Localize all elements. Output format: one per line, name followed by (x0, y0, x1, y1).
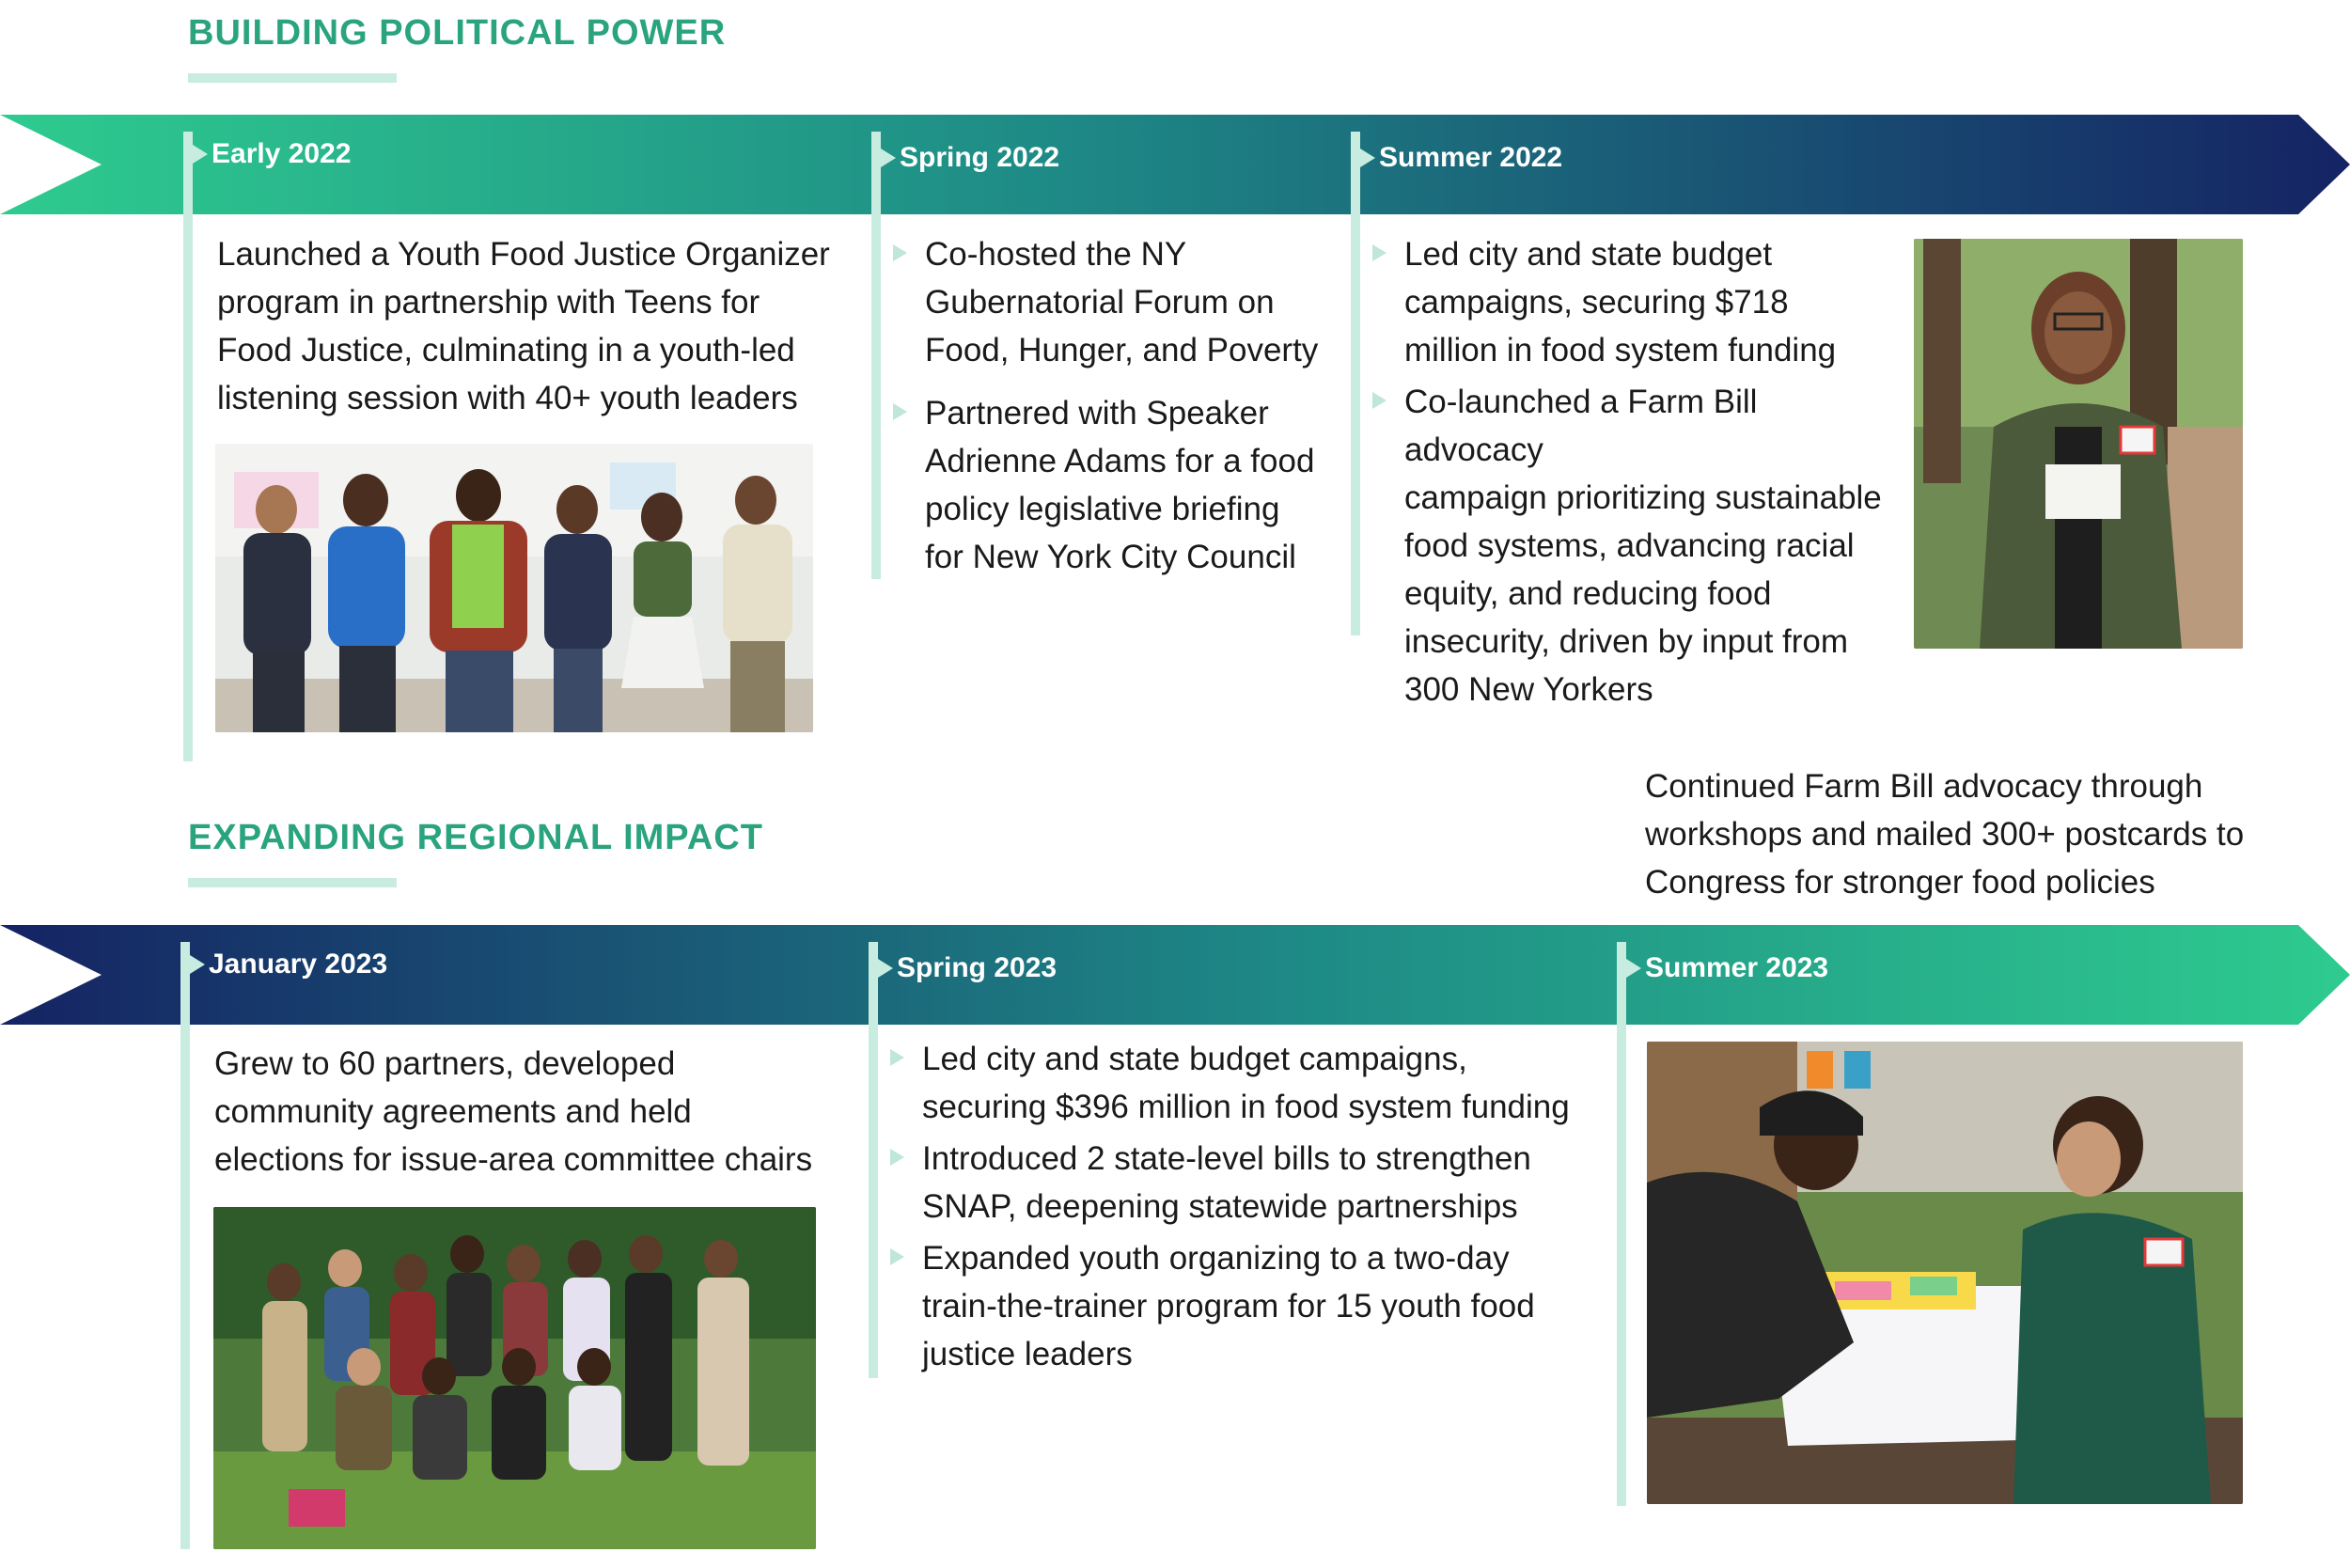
chevron-right-icon (193, 145, 208, 164)
timeline-tick-summer-2022 (1351, 132, 1360, 635)
section-title-underline (188, 878, 397, 887)
period-label-january-2023: January 2023 (190, 949, 387, 980)
timeline-tick-spring-2023 (869, 942, 878, 1378)
bullet-triangle-icon (893, 244, 907, 261)
list-item: Introduced 2 state-level bills to strengthen SNAP, deepening statewide partnerships (890, 1135, 1605, 1231)
list-item: Led city and state budget campaigns, securing $396 million in food system funding (890, 1035, 1605, 1131)
section-title-underline (188, 73, 397, 83)
list-item: Led city and state budget campaigns, securing $718 million in food system funding (1372, 230, 1899, 374)
section-title-building-political-power: BUILDING POLITICAL POWER (188, 13, 727, 53)
period-label-spring-2023: Spring 2023 (878, 952, 1057, 984)
youth-organizers-group-photo (215, 444, 813, 732)
spring-2022-bullets (893, 230, 1344, 596)
bullet-triangle-icon (893, 403, 907, 420)
bullet-triangle-icon (1372, 392, 1386, 409)
chevron-right-icon (1626, 959, 1641, 978)
summer-2022-bullets (1372, 230, 1899, 729)
advocate-holding-postcard-photo (1914, 239, 2243, 649)
chevron-right-icon (190, 955, 205, 974)
list-item: Co-hosted the NY Gubernatorial Forum on Food, Hunger, and Poverty (893, 230, 1344, 374)
timeline-tick-early-2022 (183, 132, 193, 761)
period-label-summer-2023: Summer 2023 (1626, 952, 1828, 984)
partners-group-photo (213, 1207, 816, 1549)
bullet-triangle-icon (890, 1149, 904, 1166)
january-2023-description: Grew to 60 partners, developed community agreements and held elections for issue-area committee chairs (214, 1045, 813, 1178)
chevron-right-icon (878, 959, 893, 978)
timeline-tick-january-2023 (180, 942, 190, 1549)
bullet-triangle-icon (1372, 244, 1386, 261)
bullet-triangle-icon (890, 1248, 904, 1265)
period-label-early-2022: Early 2022 (193, 138, 351, 170)
early-2022-description: Launched a Youth Food Justice Organizer program in partnership with Teens for Food Justice, culminating in a youth-led listening session with 40+ youth leaders (217, 236, 830, 416)
period-label-spring-2022: Spring 2022 (881, 142, 1059, 174)
section-title-expanding-regional-impact: EXPANDING REGIONAL IMPACT (188, 818, 763, 857)
period-label-summer-2022: Summer 2022 (1360, 142, 1562, 174)
timeline-tick-spring-2022 (871, 132, 881, 579)
spring-2023-bullets (890, 1035, 1605, 1393)
summer-2023-description: Continued Farm Bill advocacy through workshops and mailed 300+ postcards to Congress for stronger food policies (1645, 768, 2245, 901)
postcard-signing-photo (1647, 1042, 2243, 1504)
list-item: Expanded youth organizing to a two-day train-the-trainer program for 15 youth food justice leaders (890, 1234, 1605, 1378)
bullet-triangle-icon (890, 1049, 904, 1066)
chevron-right-icon (1360, 149, 1375, 167)
timeline-band-2022 (0, 115, 2350, 214)
list-item: Partnered with Speaker Adrienne Adams for a food policy legislative briefing for New York City Council (893, 389, 1344, 581)
list-item: Co-launched a Farm Bill advocacy campaign prioritizing sustainable food systems, advancing racial equity, and reducing food insecurity, driven by input from 300 New Yorkers (1372, 378, 1899, 713)
chevron-right-icon (881, 149, 896, 167)
timeline-tick-summer-2023 (1617, 942, 1626, 1506)
